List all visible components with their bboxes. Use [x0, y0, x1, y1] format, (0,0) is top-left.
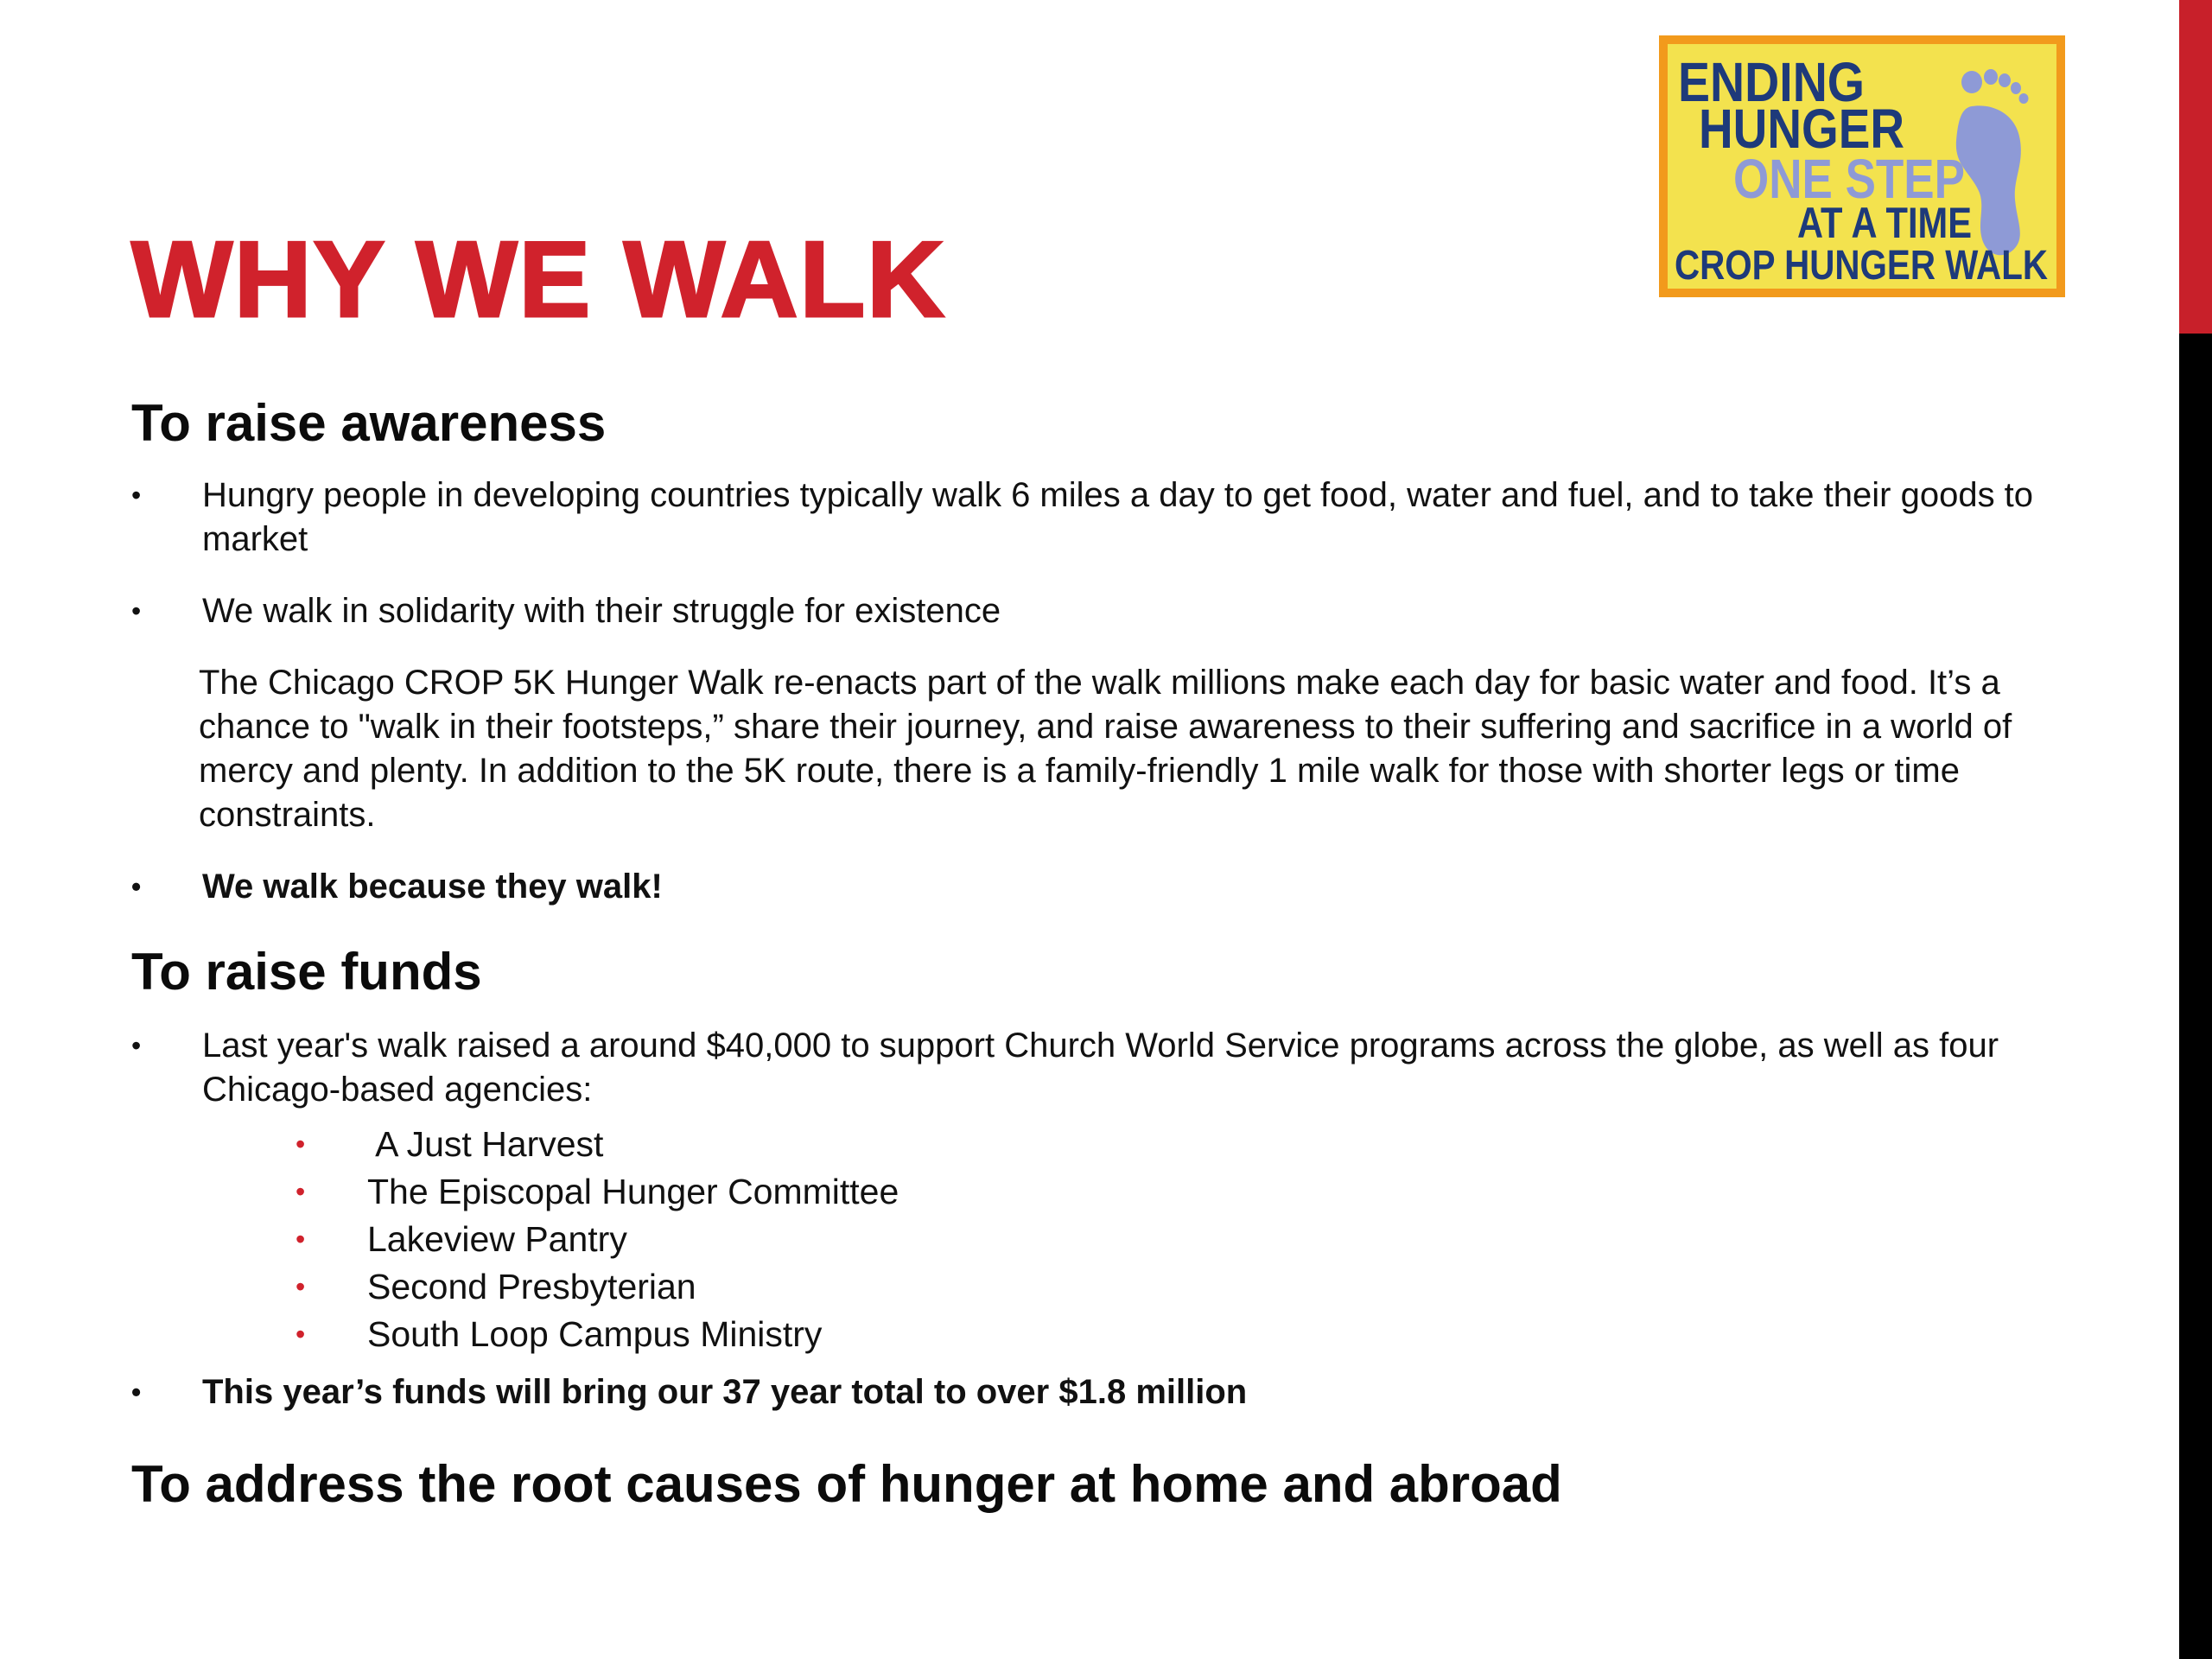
- bullet-text: Hungry people in developing countries typically walk 6 miles a day to get food, water and fuel, and to take their goods to market: [202, 476, 2034, 558]
- bullet-dot: •: [296, 1176, 306, 1207]
- bullet-dot: •: [131, 1030, 142, 1061]
- bullet-text: We walk in solidarity with their struggle for existence: [202, 592, 1001, 630]
- slide-content: [131, 393, 2067, 1514]
- list-item: [131, 1168, 2067, 1216]
- bullet-dot: •: [131, 871, 142, 902]
- logo-line3: ONE STEP: [1733, 148, 1965, 210]
- crop-hunger-walk-logo: [1659, 35, 2065, 297]
- bullet-text: This year’s funds will bring our 37 year total to over $1.8 million: [202, 1373, 1248, 1411]
- agency-name: The Episcopal Hunger Committee: [367, 1172, 899, 1211]
- edge-bar-black: [2179, 334, 2212, 1659]
- agency-name: South Loop Campus Ministry: [367, 1314, 823, 1354]
- agency-list: [131, 1121, 2067, 1358]
- logo-line5: CROP HUNGER WALK: [1675, 243, 2049, 289]
- bullet-dot: •: [296, 1224, 306, 1255]
- list-item: [131, 1216, 2067, 1263]
- bullet-hungry-people: [131, 474, 2069, 562]
- heading-raise-awareness: To raise awareness: [131, 394, 607, 452]
- bullet-text: We walk because they walk!: [202, 868, 663, 906]
- list-item: [131, 1263, 2067, 1311]
- bullet-we-walk-because: [131, 865, 2067, 909]
- heading-root-causes: To address the root causes of hunger at home and abroad: [131, 1455, 1562, 1513]
- bullet-solidarity: [131, 589, 2067, 633]
- logo-line4: AT A TIME: [1797, 199, 1972, 247]
- bullet-dot: •: [131, 480, 142, 511]
- list-item: [131, 1121, 2067, 1168]
- bullet-dot: •: [296, 1271, 306, 1302]
- agency-name: Second Presbyterian: [367, 1267, 696, 1306]
- bullet-dot: •: [296, 1319, 306, 1350]
- bullet-dot: •: [131, 1376, 142, 1408]
- bullet-this-year-funds: [131, 1370, 2067, 1414]
- logo-line1: ENDING: [1678, 51, 1865, 113]
- list-item: [131, 1311, 2067, 1358]
- bullet-dot: •: [296, 1128, 306, 1160]
- agency-name: Lakeview Pantry: [367, 1219, 627, 1259]
- bullet-dot: •: [131, 595, 142, 626]
- page-title: WHY WE WALK: [131, 220, 946, 340]
- agency-name: A Just Harvest: [367, 1124, 604, 1164]
- logo-line2: HUNGER: [1699, 98, 1904, 160]
- bullet-last-year: [131, 1024, 2069, 1112]
- edge-bar-red: [2179, 0, 2212, 334]
- bullet-text: Last year's walk raised a around $40,000 to support Church World Service programs across the globe, as well as four Chicago-based agencies:: [202, 1027, 1999, 1109]
- heading-raise-funds: To raise funds: [131, 943, 482, 1001]
- walk-description-paragraph: The Chicago CROP 5K Hunger Walk re-enacts part of the walk millions make each day for basic water and food. It’s a chance to "walk in their footsteps,” share their journey, and raise awareness to their suffering and sacrifice in a world of mercy and plenty. In addition to the 5K route, there is a family-friendly 1 mile walk for those with shorter legs or time constraints.: [199, 664, 2012, 834]
